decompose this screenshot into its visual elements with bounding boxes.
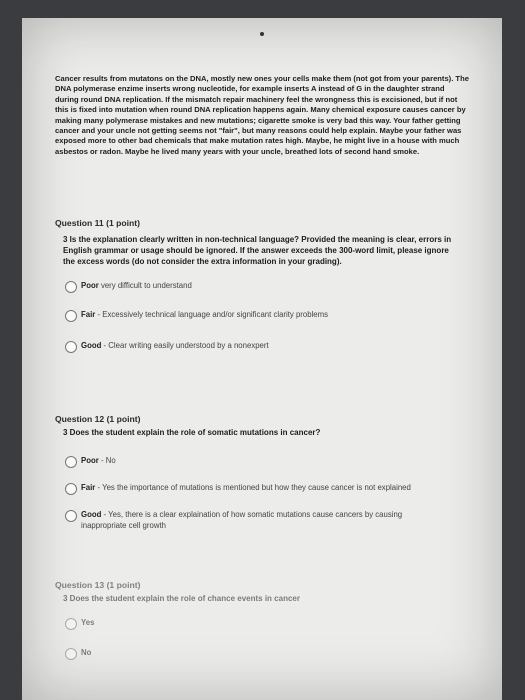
answer-passage: Cancer results from mutatons on the DNA, mostly new ones your cells make them (not got from your parents). The DNA polymerase enzime inserts wrong nucleotide, for example inserts A instead of G in the daughter strand during round DNA replication. If the mismatch repair machinery feel the wrongness this is excisioned, but if not this is fixed into mutation when round DNA replication happens again. Many chemical exposure causes cancer by making many polymerase mistakes and new mutations; cigarette smoke is very bad this way. Your father getting cancer and your uncle not getting seems not "fair", but many reasons could help explain. Maybe your father was exposed more to other bad chemicals that make mutation rates high. Maybe, he might live in a house with much asbestos or radon. Maybe he lived many years with your uncle, breathed lots of second hand smoke. bbox=[55, 74, 469, 156]
option-fair[interactable] bbox=[65, 483, 485, 495]
option-label: No bbox=[81, 648, 92, 657]
option-description: - Yes, there is a clear explaination of how somatic mutations cause cancers by causing inappropriate cell growth bbox=[81, 510, 403, 530]
question-12 bbox=[55, 414, 485, 531]
question-prompt: 3 Does the student explain the role of chance events in cancer bbox=[63, 594, 300, 603]
question-title: Question 13 (1 point) bbox=[55, 580, 141, 590]
cursor-dot bbox=[260, 32, 264, 36]
option-label: Poor bbox=[81, 281, 99, 290]
radio-button[interactable] bbox=[65, 618, 77, 630]
question-prompt: 3 Does the student explain the role of somatic mutations in cancer? bbox=[63, 428, 321, 437]
radio-button[interactable] bbox=[65, 483, 77, 495]
radio-button[interactable] bbox=[65, 310, 77, 322]
option-description: - Clear writing easily understood by a nonexpert bbox=[103, 341, 269, 350]
question-13 bbox=[55, 580, 485, 660]
option-label: Poor bbox=[81, 456, 99, 465]
question-prompt: 3 Is the explanation clearly written in non-technical language? Provided the meaning is clear, errors in English grammar or usage should be ignored. If the answer exceeds the 300-word limit, please ignore the excess words (do not consider the extra information in your grading). bbox=[63, 235, 452, 266]
option-description: very difficult to understand bbox=[100, 281, 192, 290]
option-good[interactable] bbox=[65, 341, 485, 353]
radio-button[interactable] bbox=[65, 648, 77, 660]
option-poor[interactable] bbox=[65, 456, 485, 468]
option-description: - Yes the importance of mutations is mentioned but how they cause cancer is not explained bbox=[97, 483, 411, 492]
question-title: Question 12 (1 point) bbox=[55, 414, 141, 424]
option-description: - No bbox=[100, 456, 116, 465]
option-poor[interactable] bbox=[65, 281, 485, 293]
option-yes[interactable] bbox=[65, 618, 485, 630]
radio-button[interactable] bbox=[65, 281, 77, 293]
option-label: Fair bbox=[81, 483, 96, 492]
option-description: - Excessively technical language and/or significant clarity problems bbox=[97, 310, 329, 319]
radio-button[interactable] bbox=[65, 510, 77, 522]
question-title: Question 11 (1 point) bbox=[55, 218, 140, 228]
option-good[interactable] bbox=[65, 510, 485, 531]
radio-button[interactable] bbox=[65, 341, 77, 353]
question-11 bbox=[55, 218, 485, 353]
quiz-page bbox=[22, 18, 502, 700]
option-label: Good bbox=[81, 510, 102, 519]
radio-button[interactable] bbox=[65, 456, 77, 468]
option-no[interactable] bbox=[65, 648, 485, 660]
option-label: Yes bbox=[81, 618, 95, 627]
option-label: Fair bbox=[81, 310, 96, 319]
option-label: Good bbox=[81, 341, 102, 350]
option-fair[interactable] bbox=[65, 310, 485, 322]
